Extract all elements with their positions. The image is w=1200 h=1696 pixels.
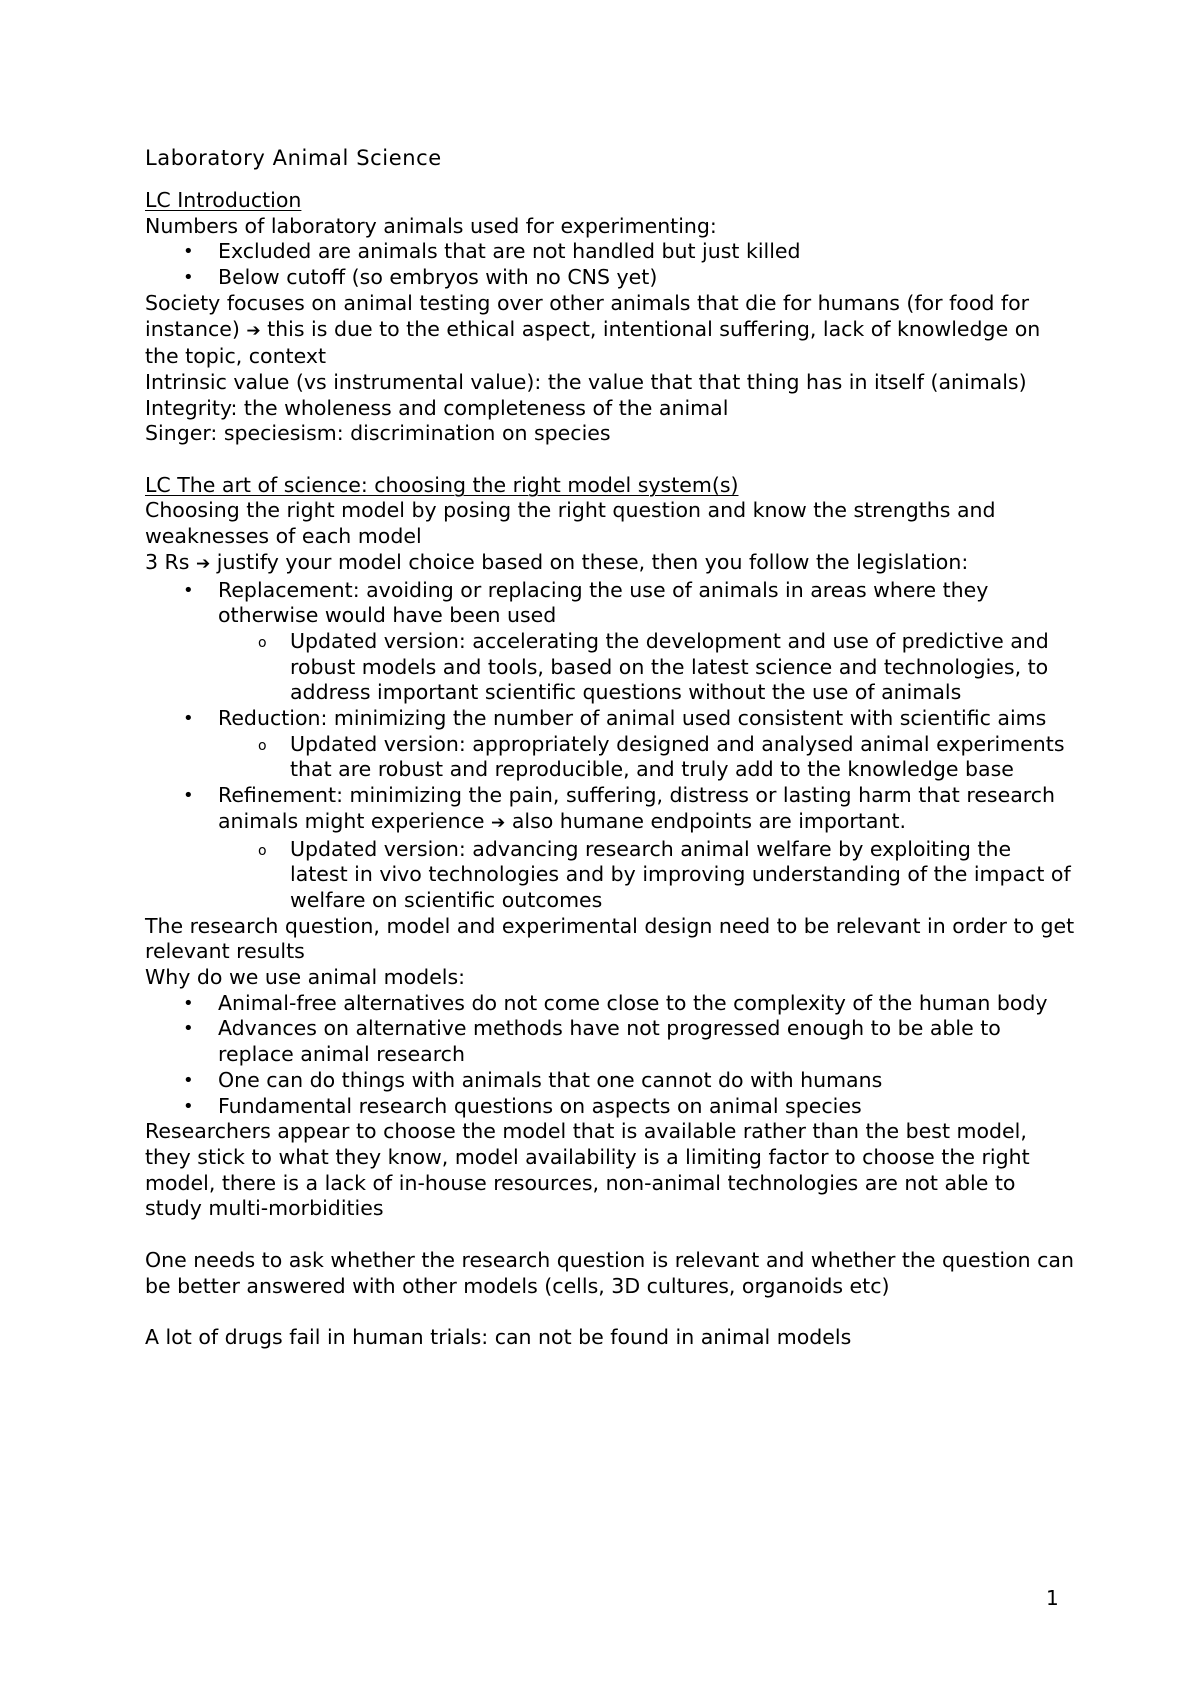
spacer xyxy=(145,447,1075,473)
paragraph: Why do we use animal models: xyxy=(145,965,466,990)
paragraph-text: this is due to the ethical aspect, intentional suffering, lack of knowledge on the topic, context xyxy=(145,316,1041,369)
paragraph: The research question, model and experimental design need to be relevant in order to get relevant results xyxy=(145,913,1075,964)
list-item-text: Excluded are animals that are not handled but just killed xyxy=(218,239,801,264)
bullet-icon: • xyxy=(183,1069,194,1091)
list-item-refinement xyxy=(145,783,1075,914)
section-heading-model-systems: LC The art of science: choosing the right model system(s) xyxy=(145,472,739,497)
list-item xyxy=(145,991,1075,1017)
arrow-icon: ➔ xyxy=(491,812,506,833)
list-item-text: One can do things with animals that one cannot do with humans xyxy=(218,1067,883,1092)
document-title: Laboratory Animal Science xyxy=(145,146,442,170)
paragraph: Numbers of laboratory animals used for experimenting: xyxy=(145,213,717,238)
sub-list-item xyxy=(145,837,1075,914)
list-item xyxy=(145,1094,1075,1120)
reasons-list xyxy=(145,991,1075,1120)
list-item-text: Replacement: avoiding or replacing the use of animals in areas where they otherwise would have been used xyxy=(218,577,989,628)
bullet-icon: • xyxy=(183,708,194,730)
list-item-reduction xyxy=(145,706,1075,783)
bullet-icon: • xyxy=(183,992,194,1014)
bullet-icon: • xyxy=(183,267,194,289)
paragraph-text: 3 Rs xyxy=(145,549,196,574)
paragraph: One needs to ask whether the research question is relevant and whether the question can be better answered with other models (cells, 3D cultures, organoids etc) xyxy=(145,1247,1074,1298)
section-heading-introduction: LC Introduction xyxy=(145,188,302,212)
list-item xyxy=(145,239,1075,265)
paragraph: Integrity: the wholeness and completeness of the animal xyxy=(145,395,729,420)
bullet-icon: • xyxy=(183,1018,194,1040)
list-item-replacement xyxy=(145,578,1075,707)
paragraph-text: justify your model choice based on these, then you follow the legislation: xyxy=(210,549,969,574)
sub-list xyxy=(218,837,1075,914)
sub-list-item-text: Updated version: accelerating the development and use of predictive and robust models and tools, based on the latest science and technologies, to address important scientific questions without the use of animals xyxy=(290,628,1049,705)
paragraph: A lot of drugs fail in human trials: can not be found in animal models xyxy=(145,1324,852,1349)
document-content xyxy=(145,145,1075,1351)
paragraph-text: Society focuses on animal testing over other animals that die for humans (for food for instance) xyxy=(145,290,1030,341)
list-item xyxy=(145,265,1075,291)
sub-list-item-text: Updated version: appropriately designed and analysed animal experiments that are robust and reproducible, and truly add to the knowledge base xyxy=(290,731,1065,782)
bullet-icon: • xyxy=(183,241,194,263)
list-item xyxy=(145,1068,1075,1094)
spacer xyxy=(145,1299,1075,1325)
sub-list xyxy=(218,629,1075,706)
list-item-text: Below cutoff (so embryos with no CNS yet) xyxy=(218,265,658,290)
paragraph xyxy=(145,291,1075,370)
bullet-icon: • xyxy=(183,1095,194,1117)
three-rs-list xyxy=(145,578,1075,914)
sub-bullet-icon: o xyxy=(258,842,267,859)
list-item-text: Animal-free alternatives do not come close to the complexity of the human body xyxy=(218,990,1048,1015)
bullet-icon: • xyxy=(183,785,194,807)
sub-list-item-text: Updated version: advancing research animal welfare by exploiting the latest in vivo technologies and by improving understanding of the impact of welfare on scientific outcomes xyxy=(290,836,1071,912)
list-item xyxy=(145,1016,1075,1067)
paragraph: Intrinsic value (vs instrumental value): the value that that thing has in itself (animals) xyxy=(145,369,1027,394)
page-number: 1 xyxy=(1046,1586,1059,1610)
sub-list-item xyxy=(145,629,1075,706)
list-item-text: Advances on alternative methods have not progressed enough to be able to replace animal research xyxy=(218,1016,1001,1067)
paragraph xyxy=(145,550,1075,578)
spacer xyxy=(145,1222,1075,1248)
sub-list xyxy=(218,732,1075,783)
list-item-text: Reduction: minimizing the number of animal used consistent with scientific aims xyxy=(218,706,1047,731)
sub-bullet-icon: o xyxy=(258,737,267,754)
arrow-icon: ➔ xyxy=(196,553,211,574)
paragraph: Singer: speciesism: discrimination on species xyxy=(145,421,611,446)
sub-list-item xyxy=(145,732,1075,783)
list-item-text: Fundamental research questions on aspects on animal species xyxy=(218,1093,862,1118)
list-item-text: Refinement: minimizing the pain, suffering, distress or lasting harm that research animals might experience xyxy=(218,783,1056,833)
list-item-text: also humane endpoints are important. xyxy=(505,808,907,833)
arrow-icon: ➔ xyxy=(246,320,261,341)
sub-bullet-icon: o xyxy=(258,634,267,651)
paragraph: Researchers appear to choose the model that is available rather than the best model, they stick to what they know, model availability is a limiting factor to choose the right model, there is a lack of in-house resources, non-animal technologies are not able to study multi-morbidities xyxy=(145,1119,1030,1221)
paragraph: Choosing the right model by posing the right question and know the strengths and weaknesses of each model xyxy=(145,498,996,549)
bullet-icon: • xyxy=(183,579,194,601)
bullet-list xyxy=(145,239,1075,290)
